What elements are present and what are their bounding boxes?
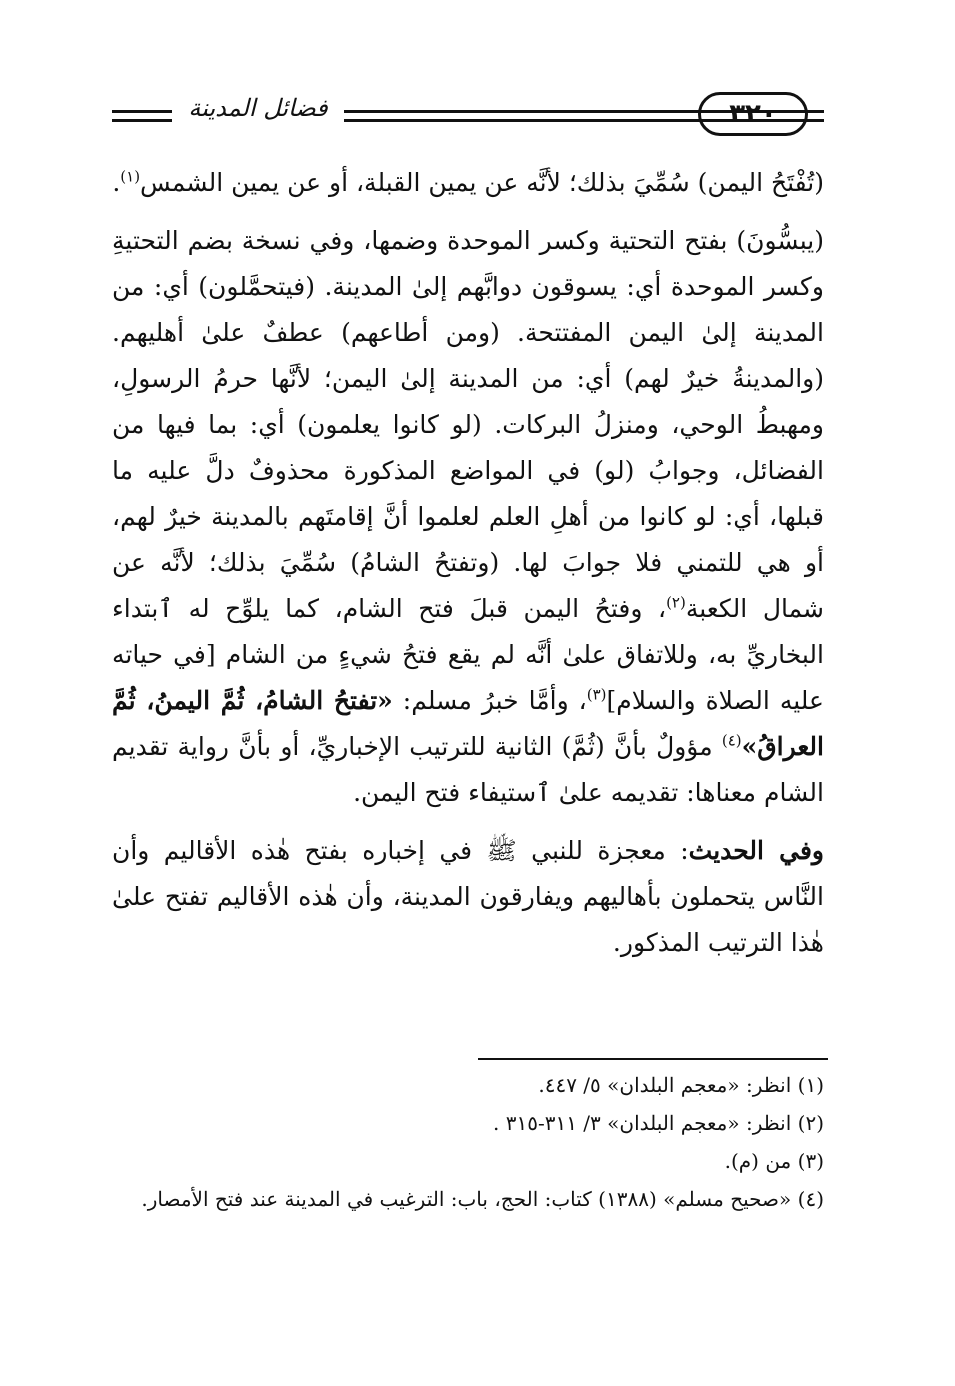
running-title: فضائل المدينة <box>188 94 328 122</box>
page-number: ٣٢٠ <box>698 92 808 136</box>
footnote-ref-2[interactable]: (٢) <box>666 593 686 612</box>
paragraph-1 <box>112 160 824 206</box>
page-header <box>112 88 824 144</box>
footnote-1: (١) انظر: «معجم البلدان» ٥/ ٤٤٧. <box>538 1073 824 1097</box>
paragraph-3 <box>112 828 824 966</box>
main-text <box>112 160 824 978</box>
paragraph-2-part-1: (يبسُّونَ) بفتح التحتية وكسر الموحدة وضمها، وفي نسخة بضم التحتيةِ وكسر الموحدة أي: يسوقون دوابَّهم إلىٰ المدينة. (فيتحمَّلون) أي: من المدينة إلىٰ اليمن المفتتحة. (ومن أطاعهم) عطفٌ علىٰ أهليهم. (والمدينةُ خيرٌ لهم) أي: من المدينة إلىٰ اليمن؛ لأنَّها حرمُ الرسولِ، ومهبطُ الوحي، ومنزلُ البركات. (لو كانوا يعلمون) أي: بما فيها من الفضائل، وجوابُ (لو) في المواضع المذكورة محذوفٌ دلَّ عليه ما قبلها، أي: لو كانوا من أهلِ العلم لعلموا أنَّ إقامتَهم بالمدينة خيرٌ لهم، أو هي للتمني فلا جوابَ لها. (وتفتحُ الشامُ) سُمِّيَ بذلك؛ لأنَّه عن شمال الكعبة <box>112 226 824 623</box>
footnote-3: (٣) من (م). <box>724 1149 824 1173</box>
paragraph-2-part-3: ، وأمَّا خبرُ مسلم: <box>392 686 587 715</box>
paragraph-2 <box>112 218 824 816</box>
hadith-quote: «تفتحُ الشامُ، ثُمَّ اليمنُ، ثُمَّ العراقُ» <box>112 686 824 761</box>
paragraph-1-tail: . <box>112 168 121 197</box>
footnote-separator <box>478 1058 828 1060</box>
paragraph-2-part-2: ، وفتحُ اليمن قبلَ فتح الشام، كما يلوِّح له ٱبتداء البخاريِّ به، وللاتفاق علىٰ أنَّه لم يقع فتحُ شيءٍ من الشام [في حياته عليه الصلاة والسلام] <box>112 594 824 715</box>
footnote-4: (٤) «صحيح مسلم» (١٣٨٨) كتاب: الحج، باب: الترغيب في المدينة عند فتح الأمصار. <box>141 1187 824 1211</box>
header-rule-right <box>810 110 824 122</box>
paragraph-3-lead: وفي الحديث <box>688 836 824 865</box>
paragraph-3-text: : معجزة للنبي ﷺ في إخباره بفتح هٰذه الأقاليم وأن النَّاس يتحملون بأهاليهم ويفارقون المدينة، وأن هٰذه الأقاليم تفتح علىٰ هٰذا الترتيب المذكور. <box>112 836 824 957</box>
header-rule-left <box>112 110 172 122</box>
footnote-ref-4[interactable]: (٤) <box>721 731 742 750</box>
footnote-ref-3[interactable]: (٣) <box>586 685 607 704</box>
footnote-ref-1[interactable]: (١) <box>120 167 141 186</box>
paragraph-1-text: (تُفْتَحُ اليمن) سُمِّيَ بذلك؛ لأنَّه عن يمين القبلة، أو عن يمين الشمس <box>140 168 824 197</box>
footnote-2: (٢) انظر: «معجم البلدان» ٣/ ٣١١-٣١٥ . <box>492 1111 824 1135</box>
footnotes <box>112 1068 824 1220</box>
paragraph-2-part-4: مؤولٌ بأنَّ (ثُمَّ) الثانية للترتيب الإخباريِّ، أو بأنَّ رواية تقديم الشام معناها: تقديمه علىٰ ٱستيفاء فتح اليمن. <box>112 732 824 807</box>
